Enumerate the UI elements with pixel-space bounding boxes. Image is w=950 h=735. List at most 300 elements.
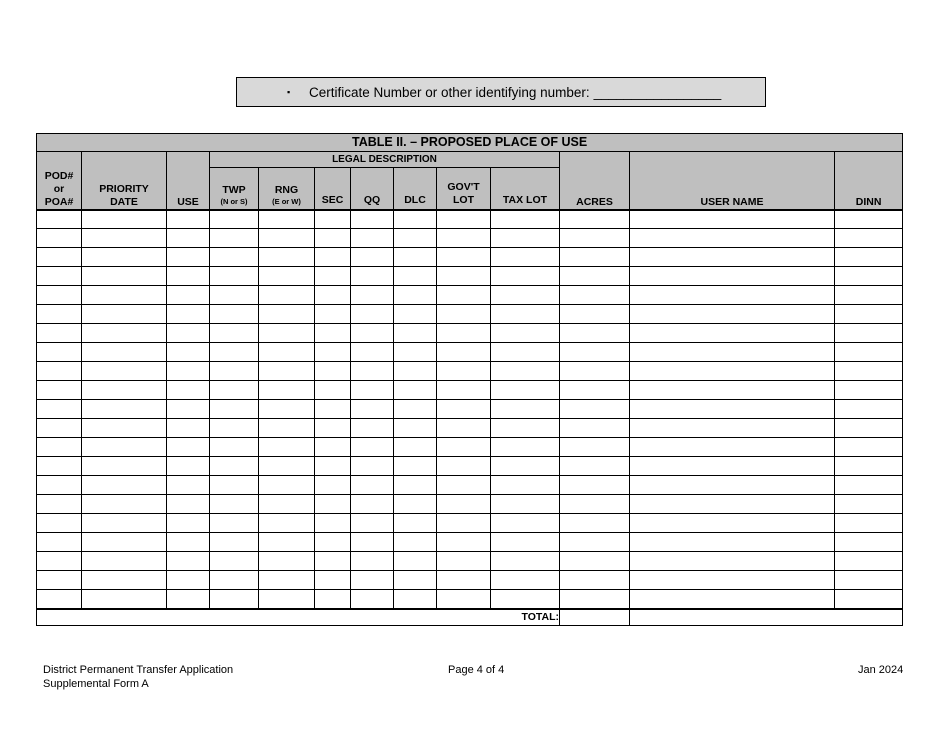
table-row <box>37 305 903 324</box>
table-cell[interactable] <box>167 343 210 362</box>
table-cell[interactable] <box>491 229 560 248</box>
table-cell[interactable] <box>210 229 259 248</box>
table-cell[interactable] <box>82 267 167 286</box>
table-cell[interactable] <box>560 457 630 476</box>
table-cell[interactable] <box>315 343 351 362</box>
table-cell[interactable] <box>82 343 167 362</box>
table-cell[interactable] <box>437 438 491 457</box>
table-cell[interactable] <box>167 381 210 400</box>
table-cell[interactable] <box>560 514 630 533</box>
table-cell[interactable] <box>210 514 259 533</box>
table-cell[interactable] <box>259 362 315 381</box>
table-cell[interactable] <box>315 419 351 438</box>
table-cell[interactable] <box>210 590 259 609</box>
table-cell[interactable] <box>82 324 167 343</box>
table-cell[interactable] <box>167 438 210 457</box>
table-cell[interactable] <box>394 495 437 514</box>
table-cell[interactable] <box>835 229 903 248</box>
col-use: USE <box>167 152 210 210</box>
table-cell[interactable] <box>351 533 394 552</box>
table-cell[interactable] <box>835 552 903 571</box>
table-cell[interactable] <box>630 305 835 324</box>
table-cell[interactable] <box>437 495 491 514</box>
table-cell[interactable] <box>259 476 315 495</box>
table-cell[interactable] <box>394 362 437 381</box>
table-cell[interactable] <box>491 533 560 552</box>
table-cell[interactable] <box>210 210 259 229</box>
table-cell[interactable] <box>437 229 491 248</box>
table-cell[interactable] <box>315 305 351 324</box>
table-cell[interactable] <box>37 210 82 229</box>
table-cell[interactable] <box>835 400 903 419</box>
table-cell[interactable] <box>835 286 903 305</box>
table-cell[interactable] <box>259 343 315 362</box>
table-cell[interactable] <box>491 305 560 324</box>
table-cell[interactable] <box>82 229 167 248</box>
col-dinn: DINN <box>835 152 903 210</box>
table-cell[interactable] <box>560 571 630 590</box>
table-cell[interactable] <box>315 362 351 381</box>
table-row <box>37 533 903 552</box>
table-cell[interactable] <box>835 419 903 438</box>
table-cell[interactable] <box>835 514 903 533</box>
table-row <box>37 248 903 267</box>
table-cell[interactable] <box>210 552 259 571</box>
table-cell[interactable] <box>167 590 210 609</box>
table-cell[interactable] <box>82 476 167 495</box>
table-cell[interactable] <box>82 571 167 590</box>
table-cell[interactable] <box>315 571 351 590</box>
table-cell[interactable] <box>351 343 394 362</box>
table-cell[interactable] <box>491 419 560 438</box>
table-cell[interactable] <box>437 343 491 362</box>
table-cell[interactable] <box>82 419 167 438</box>
table-cell[interactable] <box>560 343 630 362</box>
table-cell[interactable] <box>437 210 491 229</box>
table-cell[interactable] <box>82 400 167 419</box>
table-cell[interactable] <box>560 400 630 419</box>
table-cell[interactable] <box>835 495 903 514</box>
table-cell[interactable] <box>210 533 259 552</box>
table-cell[interactable] <box>259 514 315 533</box>
table-cell[interactable] <box>560 267 630 286</box>
table-cell[interactable] <box>37 590 82 609</box>
table-cell[interactable] <box>491 267 560 286</box>
table-cell[interactable] <box>491 343 560 362</box>
table-cell[interactable] <box>351 590 394 609</box>
table-cell[interactable] <box>351 495 394 514</box>
table-cell[interactable] <box>394 248 437 267</box>
table-cell[interactable] <box>37 305 82 324</box>
table-cell[interactable] <box>167 229 210 248</box>
table-cell[interactable] <box>259 286 315 305</box>
table-cell[interactable] <box>351 514 394 533</box>
col-priority-line1: PRIORITY <box>99 182 149 195</box>
table-cell[interactable] <box>259 552 315 571</box>
table-cell[interactable] <box>560 533 630 552</box>
proposed-place-of-use-table <box>36 133 903 626</box>
table-cell[interactable] <box>437 305 491 324</box>
table-cell[interactable] <box>351 438 394 457</box>
table-cell[interactable] <box>37 400 82 419</box>
table-cell[interactable] <box>437 324 491 343</box>
table-cell[interactable] <box>210 305 259 324</box>
table-cell[interactable] <box>259 419 315 438</box>
table-cell[interactable] <box>835 305 903 324</box>
table-cell[interactable] <box>394 438 437 457</box>
table-cell[interactable] <box>259 457 315 476</box>
table-cell[interactable] <box>491 476 560 495</box>
table-cell[interactable] <box>259 400 315 419</box>
table-cell[interactable] <box>210 476 259 495</box>
table-cell[interactable] <box>394 305 437 324</box>
table-cell[interactable] <box>315 590 351 609</box>
table-cell[interactable] <box>394 400 437 419</box>
table-cell[interactable] <box>259 267 315 286</box>
table-cell[interactable] <box>491 514 560 533</box>
total-acres-cell[interactable] <box>560 609 630 626</box>
table-cell[interactable] <box>394 286 437 305</box>
table-cell[interactable] <box>491 400 560 419</box>
table-cell[interactable] <box>394 476 437 495</box>
table-cell[interactable] <box>37 229 82 248</box>
table-cell[interactable] <box>835 571 903 590</box>
table-cell[interactable] <box>82 286 167 305</box>
table-cell[interactable] <box>82 552 167 571</box>
legal-description-header: LEGAL DESCRIPTION <box>210 152 560 168</box>
table-cell[interactable] <box>315 476 351 495</box>
table-cell[interactable] <box>37 267 82 286</box>
table-cell[interactable] <box>315 248 351 267</box>
table-cell[interactable] <box>167 533 210 552</box>
table-cell[interactable] <box>351 305 394 324</box>
table-cell[interactable] <box>437 533 491 552</box>
table-cell[interactable] <box>259 324 315 343</box>
table-cell[interactable] <box>630 514 835 533</box>
table-cell[interactable] <box>37 457 82 476</box>
table-cell[interactable] <box>835 381 903 400</box>
table-cell[interactable] <box>835 343 903 362</box>
table-cell[interactable] <box>210 343 259 362</box>
table-cell[interactable] <box>560 286 630 305</box>
table-cell[interactable] <box>167 571 210 590</box>
table-cell[interactable] <box>394 229 437 248</box>
table-cell[interactable] <box>560 419 630 438</box>
table-cell[interactable] <box>37 514 82 533</box>
table-cell[interactable] <box>835 438 903 457</box>
table-cell[interactable] <box>315 552 351 571</box>
table-row <box>37 419 903 438</box>
table-cell[interactable] <box>394 419 437 438</box>
table-cell[interactable] <box>437 552 491 571</box>
table-cell[interactable] <box>315 229 351 248</box>
table-cell[interactable] <box>210 267 259 286</box>
table-cell[interactable] <box>315 533 351 552</box>
footer-form-name <box>43 663 233 691</box>
table-cell[interactable] <box>630 343 835 362</box>
table-cell[interactable] <box>167 495 210 514</box>
table-cell[interactable] <box>630 286 835 305</box>
table-cell[interactable] <box>835 248 903 267</box>
table-cell[interactable] <box>315 381 351 400</box>
table-cell[interactable] <box>210 400 259 419</box>
table-cell[interactable] <box>630 495 835 514</box>
table-cell[interactable] <box>259 495 315 514</box>
table-cell[interactable] <box>351 419 394 438</box>
table-cell[interactable] <box>491 324 560 343</box>
table-cell[interactable] <box>351 400 394 419</box>
table-cell[interactable] <box>167 400 210 419</box>
table-cell[interactable] <box>630 476 835 495</box>
col-twp-sub: (N or S) <box>220 196 248 206</box>
table-cell[interactable] <box>210 286 259 305</box>
table-cell[interactable] <box>437 381 491 400</box>
table-cell[interactable] <box>351 210 394 229</box>
table-cell[interactable] <box>167 305 210 324</box>
table-cell[interactable] <box>82 495 167 514</box>
col-govt-line1: GOV'T <box>447 180 480 193</box>
table-cell[interactable] <box>394 381 437 400</box>
table-cell[interactable] <box>259 210 315 229</box>
table-cell[interactable] <box>630 400 835 419</box>
table-cell[interactable] <box>835 457 903 476</box>
table-cell[interactable] <box>167 476 210 495</box>
table-cell[interactable] <box>259 438 315 457</box>
table-cell[interactable] <box>37 438 82 457</box>
table-cell[interactable] <box>315 514 351 533</box>
table-cell[interactable] <box>37 324 82 343</box>
table-cell[interactable] <box>560 305 630 324</box>
table-cell[interactable] <box>82 533 167 552</box>
bullet-icon: ▪ <box>287 87 291 97</box>
table-cell[interactable] <box>167 267 210 286</box>
table-cell[interactable] <box>37 419 82 438</box>
table-cell[interactable] <box>630 267 835 286</box>
table-cell[interactable] <box>630 362 835 381</box>
table-cell[interactable] <box>37 362 82 381</box>
table-cell[interactable] <box>560 210 630 229</box>
table-cell[interactable] <box>210 419 259 438</box>
table-cell[interactable] <box>167 210 210 229</box>
table-cell[interactable] <box>37 381 82 400</box>
table-cell[interactable] <box>210 248 259 267</box>
table-cell[interactable] <box>630 533 835 552</box>
table-cell[interactable] <box>560 476 630 495</box>
table-cell[interactable] <box>437 400 491 419</box>
table-cell[interactable] <box>437 457 491 476</box>
table-cell[interactable] <box>82 305 167 324</box>
col-govt-line2: LOT <box>453 193 474 206</box>
table-cell[interactable] <box>630 248 835 267</box>
table-cell[interactable] <box>437 419 491 438</box>
table-cell[interactable] <box>259 533 315 552</box>
col-rng <box>259 168 315 210</box>
table-cell[interactable] <box>259 381 315 400</box>
table-cell[interactable] <box>560 438 630 457</box>
table-cell[interactable] <box>394 590 437 609</box>
table-cell[interactable] <box>315 286 351 305</box>
table-cell[interactable] <box>835 533 903 552</box>
table-cell[interactable] <box>437 590 491 609</box>
table-cell[interactable] <box>560 590 630 609</box>
table-cell[interactable] <box>210 362 259 381</box>
table-cell[interactable] <box>315 400 351 419</box>
table-cell[interactable] <box>835 590 903 609</box>
table-cell[interactable] <box>491 286 560 305</box>
table-cell[interactable] <box>167 286 210 305</box>
table-cell[interactable] <box>394 552 437 571</box>
table-cell[interactable] <box>315 267 351 286</box>
table-cell[interactable] <box>351 457 394 476</box>
col-twp <box>210 168 259 210</box>
table-cell[interactable] <box>560 229 630 248</box>
table-row <box>37 571 903 590</box>
col-pod-line1: POD# <box>44 169 74 182</box>
table-cell[interactable] <box>394 210 437 229</box>
table-cell[interactable] <box>315 324 351 343</box>
table-cell[interactable] <box>82 457 167 476</box>
table-cell[interactable] <box>259 590 315 609</box>
table-cell[interactable] <box>491 210 560 229</box>
table-cell[interactable] <box>560 324 630 343</box>
table-cell[interactable] <box>37 476 82 495</box>
table-cell[interactable] <box>560 381 630 400</box>
certificate-number-field[interactable]: _________________ <box>593 84 722 100</box>
table-cell[interactable] <box>437 362 491 381</box>
table-cell[interactable] <box>210 495 259 514</box>
table-cell[interactable] <box>835 476 903 495</box>
table-cell[interactable] <box>630 457 835 476</box>
table-cell[interactable] <box>560 495 630 514</box>
table-cell[interactable] <box>560 248 630 267</box>
table-cell[interactable] <box>835 210 903 229</box>
table-cell[interactable] <box>491 248 560 267</box>
table-cell[interactable] <box>82 381 167 400</box>
table-cell[interactable] <box>82 210 167 229</box>
table-cell[interactable] <box>491 590 560 609</box>
table-cell[interactable] <box>630 229 835 248</box>
table-cell[interactable] <box>394 571 437 590</box>
table-cell[interactable] <box>259 248 315 267</box>
table-cell[interactable] <box>315 457 351 476</box>
table-cell[interactable] <box>437 476 491 495</box>
table-cell[interactable] <box>167 324 210 343</box>
table-cell[interactable] <box>630 552 835 571</box>
table-cell[interactable] <box>210 571 259 590</box>
table-row <box>37 324 903 343</box>
table-cell[interactable] <box>315 438 351 457</box>
table-cell[interactable] <box>37 495 82 514</box>
table-cell[interactable] <box>167 248 210 267</box>
table-cell[interactable] <box>37 571 82 590</box>
table-cell[interactable] <box>167 514 210 533</box>
table-cell[interactable] <box>351 381 394 400</box>
table-cell[interactable] <box>394 457 437 476</box>
table-cell[interactable] <box>210 381 259 400</box>
footer-date: Jan 2024 <box>858 664 904 676</box>
table-cell[interactable] <box>167 362 210 381</box>
table-cell[interactable] <box>351 248 394 267</box>
table-cell[interactable] <box>37 533 82 552</box>
table-cell[interactable] <box>630 571 835 590</box>
table-cell[interactable] <box>630 419 835 438</box>
table-cell[interactable] <box>82 590 167 609</box>
table-cell[interactable] <box>394 324 437 343</box>
table-cell[interactable] <box>437 514 491 533</box>
table-cell[interactable] <box>82 514 167 533</box>
table-cell[interactable] <box>351 267 394 286</box>
table-cell[interactable] <box>167 457 210 476</box>
table-cell[interactable] <box>37 343 82 362</box>
table-cell[interactable] <box>37 552 82 571</box>
table-cell[interactable] <box>835 324 903 343</box>
table-cell[interactable] <box>210 324 259 343</box>
table-cell[interactable] <box>82 438 167 457</box>
table-cell[interactable] <box>259 229 315 248</box>
table-cell[interactable] <box>394 267 437 286</box>
table-row <box>37 552 903 571</box>
table-cell[interactable] <box>630 210 835 229</box>
col-priority-date <box>82 152 167 210</box>
table-cell[interactable] <box>210 457 259 476</box>
table-cell[interactable] <box>630 324 835 343</box>
table-cell[interactable] <box>835 362 903 381</box>
table-cell[interactable] <box>491 438 560 457</box>
table-cell[interactable] <box>437 267 491 286</box>
table-cell[interactable] <box>351 286 394 305</box>
table-row <box>37 210 903 229</box>
table-cell[interactable] <box>630 381 835 400</box>
table-cell[interactable] <box>491 457 560 476</box>
table-cell[interactable] <box>259 305 315 324</box>
table-cell[interactable] <box>437 248 491 267</box>
table-cell[interactable] <box>630 590 835 609</box>
table-cell[interactable] <box>167 419 210 438</box>
col-govt-lot <box>437 168 491 210</box>
table-cell[interactable] <box>351 552 394 571</box>
table-cell[interactable] <box>630 438 835 457</box>
table-cell[interactable] <box>491 362 560 381</box>
table-cell[interactable] <box>491 571 560 590</box>
table-cell[interactable] <box>351 229 394 248</box>
table-cell[interactable] <box>351 362 394 381</box>
table-cell[interactable] <box>315 210 351 229</box>
col-qq: QQ <box>351 168 394 210</box>
table-cell[interactable] <box>315 495 351 514</box>
table-cell[interactable] <box>437 286 491 305</box>
table-cell[interactable] <box>167 552 210 571</box>
table-cell[interactable] <box>82 248 167 267</box>
table-cell[interactable] <box>437 571 491 590</box>
table-cell[interactable] <box>210 438 259 457</box>
table-cell[interactable] <box>37 286 82 305</box>
table-cell[interactable] <box>82 362 167 381</box>
table-cell[interactable] <box>491 495 560 514</box>
table-cell[interactable] <box>351 571 394 590</box>
table-cell[interactable] <box>560 552 630 571</box>
table-cell[interactable] <box>351 476 394 495</box>
table-cell[interactable] <box>491 381 560 400</box>
table-cell[interactable] <box>394 343 437 362</box>
table-cell[interactable] <box>394 514 437 533</box>
table-cell[interactable] <box>560 362 630 381</box>
table-cell[interactable] <box>37 248 82 267</box>
table-cell[interactable] <box>259 571 315 590</box>
table-cell[interactable] <box>491 552 560 571</box>
table-cell[interactable] <box>394 533 437 552</box>
table-cell[interactable] <box>835 267 903 286</box>
table-cell[interactable] <box>351 324 394 343</box>
